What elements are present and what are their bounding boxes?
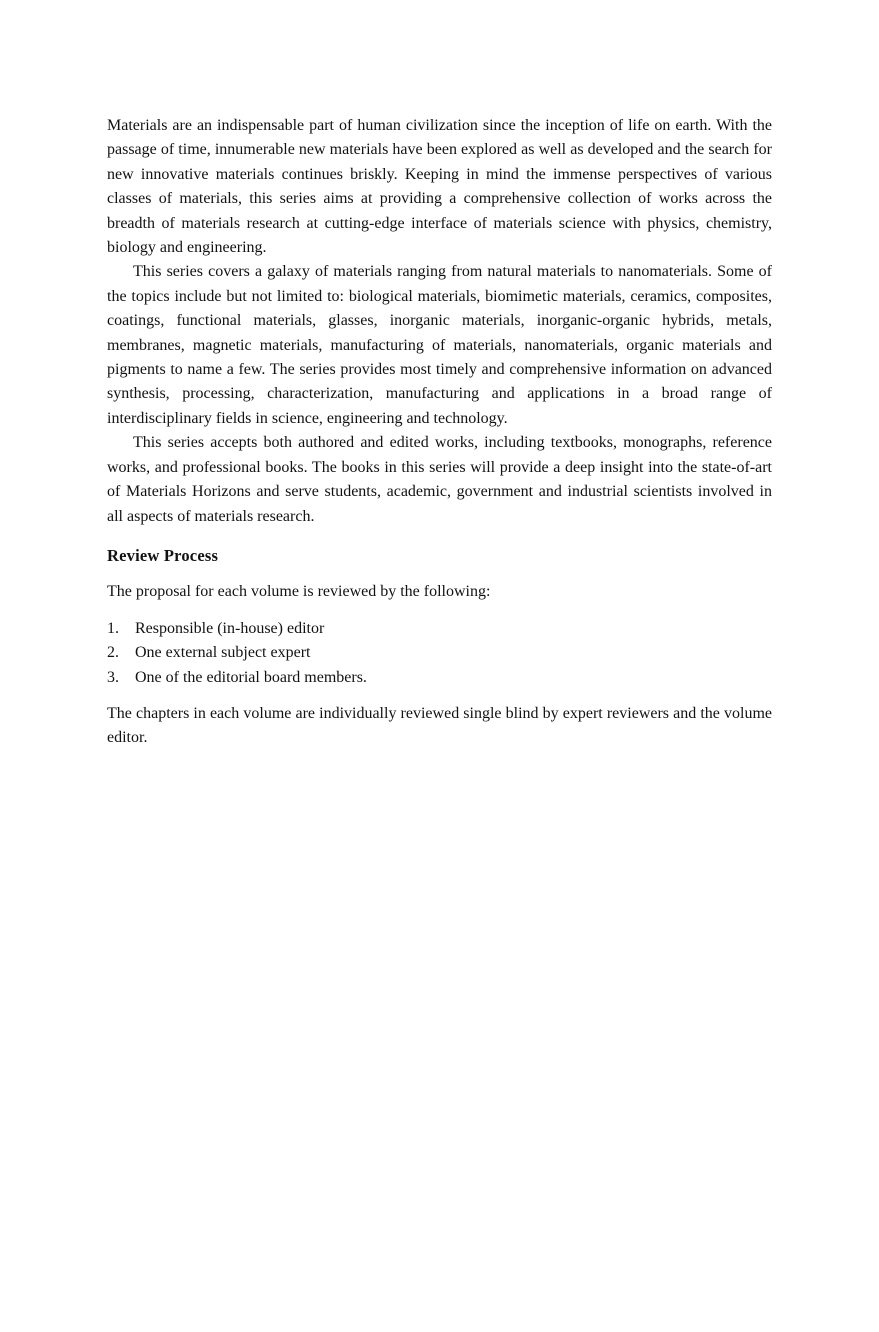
chapters-review-paragraph: The chapters in each volume are individually reviewed single blind by expert reviewers and the volume editor. [107,704,772,747]
series-intro-paragraph: Materials are an indispensable part of human civilization since the inception of life on earth. With the passage of time, innumerable new materials have been explored as well as developed and the search for new innovative materials continues briskly. Keeping in mind the immense perspectives of various classes of materials, this series aims at providing a comprehensive collection of works across the breadth of materials research at cutting-edge interface of materials science with physics, chemistry, biology and engineering. [107,117,772,257]
list-item-responsible-editor [107,617,772,641]
list-item-text: One of the editorial board members. [135,668,367,686]
series-works-paragraph: This series accepts both authored and edited works, including textbooks, monographs, reference works, and professional books. The books in this series will provide a deep insight into the state-of-art of Materials Horizons and serve students, academic, government and industrial scientists involved in all aspects of materials research. [107,434,772,525]
review-process-heading: Review Process [107,545,219,565]
series-description-block [107,114,772,751]
list-item-number: 1. [107,619,119,637]
list-item-number: 3. [107,668,119,686]
list-item-editorial-board [107,666,772,690]
review-steps-list [107,617,772,690]
series-coverage-paragraph: This series covers a galaxy of materials ranging from natural materials to nanomaterials. Some of the topics include but not limited to: biological materials, biomimetic materials, ceramics, composites, coatings, functional materials, glasses, inorganic materials, inorganic-organic hybrids, metals, membranes, magnetic materials, manufacturing of materials, nanomaterials, organic materials and pigments to name a few. The series provides most timely and comprehensive information on advanced synthesis, processing, characterization, manufacturing and applications in a broad range of interdisciplinary fields in science, engineering and technology. [107,263,772,427]
list-item-text: One external subject expert [135,644,311,662]
review-process-intro: The proposal for each volume is reviewed by the following: [107,583,491,601]
list-item-number: 2. [107,644,119,662]
list-item-external-expert [107,641,772,665]
list-item-text: Responsible (in-house) editor [135,619,325,637]
